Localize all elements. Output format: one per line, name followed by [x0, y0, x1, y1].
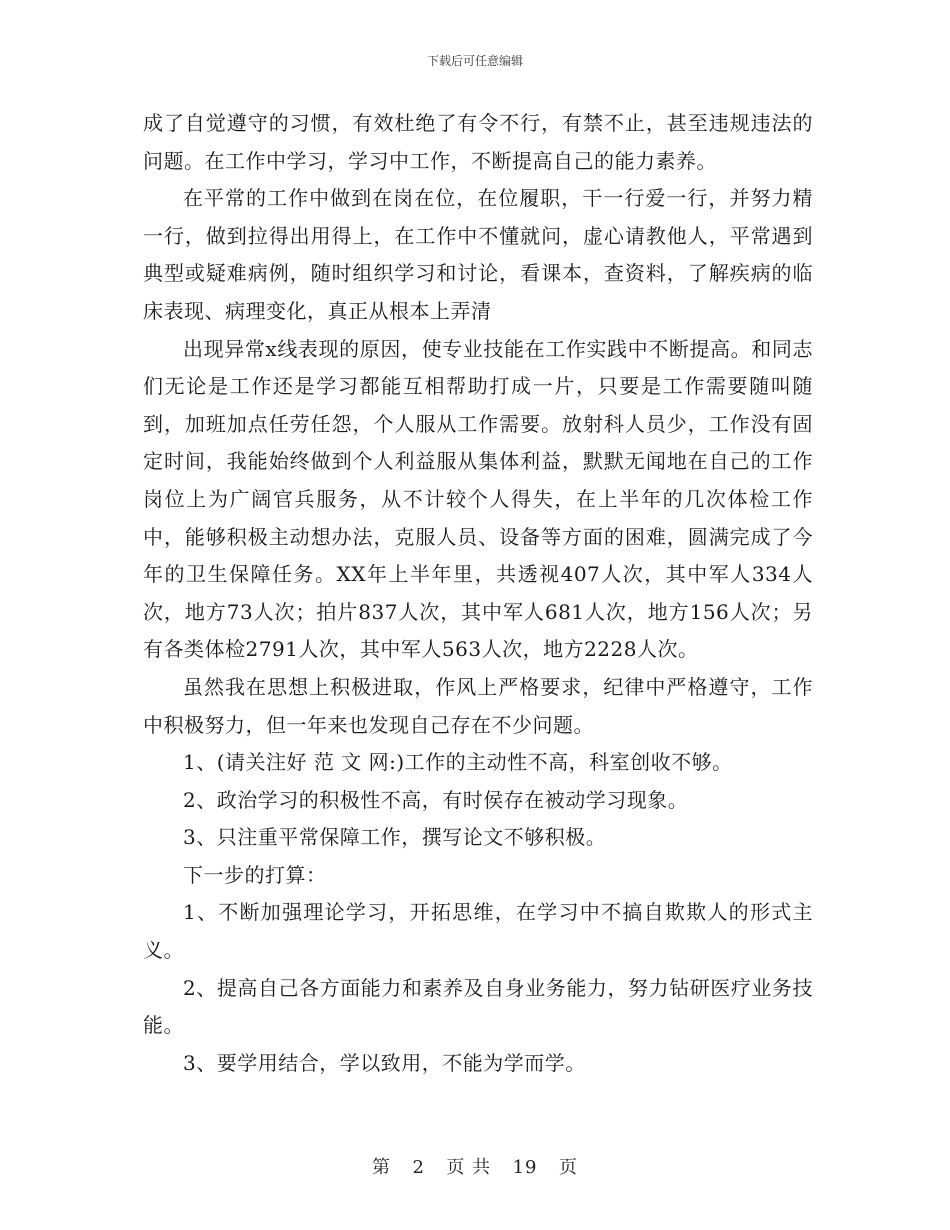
problem-item-1: 1、(请关注好 范 文 网:)工作的主动性不高，科室创收不够。 [183, 750, 733, 775]
body-text [143, 105, 813, 1082]
paragraph-4: 虽然我在思想上积极进取，作风上严格要求，纪律中严格遵守，工作中积极努力，但一年来也发现自己存在不少问题。 [143, 674, 813, 737]
page-footer [0, 1153, 950, 1179]
paragraph-1: 成了自觉遵守的习惯，有效杜绝了有令不行，有禁不止，甚至违规违法的问题。在工作中学习，学习中工作，不断提高自己的能力素养。 [143, 111, 813, 173]
header-note: 下载后可任意编辑 [426, 54, 523, 68]
plan-item-1: 1、不断加强理论学习，开拓思维，在学习中不搞自欺欺人的形式主义。 [143, 900, 813, 963]
footer-suffix: 页 [558, 1157, 578, 1178]
problem-item-3: 3、只注重平常保障工作，撰写论文不够积极。 [183, 825, 607, 850]
footer-middle: 页 共 [446, 1157, 492, 1178]
plan-item-2: 2、提高自己各方面能力和素养及自身业务能力，努力钻研医疗业务技能。 [143, 975, 813, 1038]
paragraph-3: 出现异常x线表现的原因，使专业技能在工作实践中不断提高。和同志们无论是工作还是学习都能互相帮助打成一片，只要是工作需要随叫随到，加班加点任劳任怨，个人服从工作需要。放射科人员少，工作没有固定时间，我能始终做到个人利益服从集体利益，默默无闻地在自己的工作岗位上为广阔官兵服务，从不计较个人得失，在上半年的几次体检工作中，能够积极主动想办法，克服人员、设备等方面的困难，圆满完成了今年的卫生保障任务。XX年上半年里，共透视407人次，其中军人334人次，地方73人次；拍片837人次，其中军人681人次，地方156人次；另有各类体检2791人次，其中军人563人次，地方2228人次。 [143, 336, 813, 662]
total-pages: 19 [512, 1157, 538, 1178]
problem-item-2: 2、政治学习的积极性不高，有时侯存在被动学习现象。 [183, 787, 689, 812]
footer-prefix: 第 [372, 1157, 392, 1178]
paragraph-2: 在平常的工作中做到在岗在位，在位履职，干一行爱一行，并努力精一行，做到拉得出用得上，在工作中不懂就问，虚心请教他人，平常遇到典型或疑难病例，随时组织学习和讨论，看课本，查资料，了解疾病的临床表现、病理变化，真正从根本上弄清 [143, 186, 813, 323]
page-number: 2 [412, 1157, 425, 1178]
plan-heading: 下一步的打算： [183, 862, 327, 887]
plan-item-3: 3、要学用结合，学以致用，不能为学而学。 [183, 1050, 586, 1075]
